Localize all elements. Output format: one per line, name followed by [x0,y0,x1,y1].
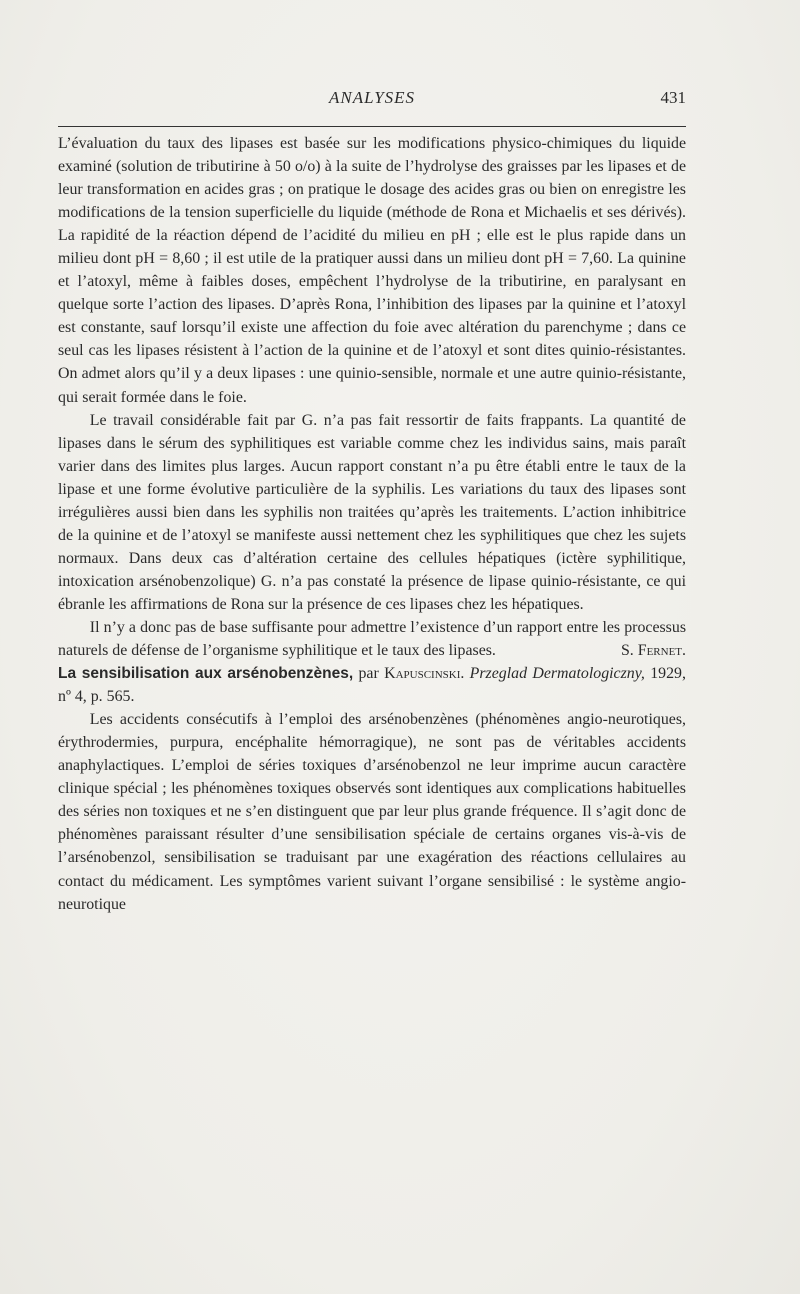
review2-title: La sensibilisation aux arsénobenzènes, [58,665,354,683]
review1-paragraph-2: Le travail considérable fait par G. n’a pas fait ressortir de faits frappants. La quantité de lipases dans le sérum des syphilitiques est variable comme chez les individus sains, mais paraît varier dans des limites plus larges. Aucun rapport constant n’a pu être établi entre le taux de la lipase et une forme évolutive particulière de la syphilis. Les variations du taux des lipases sont irrégulières aussi bien dans les syphilis non traitées qu’après les traitements. L’action inhibitrice de la quinine et de l’atoxyl se manifeste aussi nettement chez les syphilitiques que chez les sujets normaux. Dans deux cas d’altération certaine des cellules hépatiques (ictère syphilitique, intoxication arsénobenzolique) G. n’a pas constaté la présence de lipase quinio-résistante, ce qui ébranle les affirmations de Rona sur la présence de ces lipases chez les hépatiques. [58,411,686,613]
review1-paragraph-1: L’évaluation du taux des lipases est basée sur les modifications physico-chimiques du liquide examiné (solution de tributirine à 50 o/o) à la suite de l’hydrolyse des graisses par les lipases et de leur transformation en acides gras ; on pratique le dosage des acides gras ou bien on enregistre les modifications de la tension superficielle du liquide (méthode de Rona et Michaelis et ses dérivés). La rapidité de la réaction dépend de l’acidité du milieu en pH ; elle est le plus rapide dans un milieu dont pH = 8,60 ; il est utile de la pratiquer aussi dans un milieu dont pH = 7,60. La quinine et l’atoxyl, même à faibles doses, empêchent l’hydrolyse de la tributirine, en paralysant en quelque sorte l’action des lipases. D’après Rona, l’inhibition des lipases par la quinine et l’atoxyl est constante, sauf lorsqu’il existe une affection du foie avec altération du parenchyme ; dans ce seul cas les lipases résistent à l’action de la quinine et de l’atoxyl et sont dites quinio-résistantes. On admet alors qu’il y a deux lipases : une quinio-sensible, normale et une autre quinio-résistante, qui serait formée dans le foie. [58,135,686,406]
page-number: 431 [660,88,686,107]
review1-signature: S. Fernet. [620,642,686,660]
review2-by: par [358,665,379,683]
review2-paragraph-1: Les accidents consécutifs à l’emploi des arsénobenzènes (phénomènes angio-neurotiques, érythrodermies, purpura, encéphalite hémorragique), ne sont pas de véritables accidents anaphylactiques. L’emploi de séries toxiques d’arsénobenzol ne leur imprime aucun caractère clinique spécial ; les phénomènes toxiques observés sont identiques aux complications habituelles des séries non toxiques et ne s’en distinguent que par leur plus grande fréquence. Il s’agit donc de phénomènes paraissant résulter d’une sensibilisation spéciale de certains organes vis-à-vis de l’arsénobenzol, sensibilisation se traduisant par une exagération des réactions cellulaires au contact du médicament. Les symptômes varient suivant l’organe sensibilisé : le système angio-neurotique [58,711,686,913]
review2-author: Kapuscinski. [384,665,465,683]
article-body [58,132,686,916]
review2-heading [58,662,686,708]
running-title: ANALYSES [328,88,416,107]
header-rule [58,126,686,127]
review1-paragraph-3-text: Il n’y a donc pas de base suffisante pour admettre l’existence d’un rapport entre les processus naturels de défense de l’organisme syphilitique et le taux des lipases. [58,618,686,660]
review2-journal: Przeglad Dermatologiczny, [469,665,645,683]
review1-paragraph-3 [58,616,686,662]
page-header [58,88,686,116]
review2-citation: 1929, nº 4, p. 565. [58,665,686,706]
